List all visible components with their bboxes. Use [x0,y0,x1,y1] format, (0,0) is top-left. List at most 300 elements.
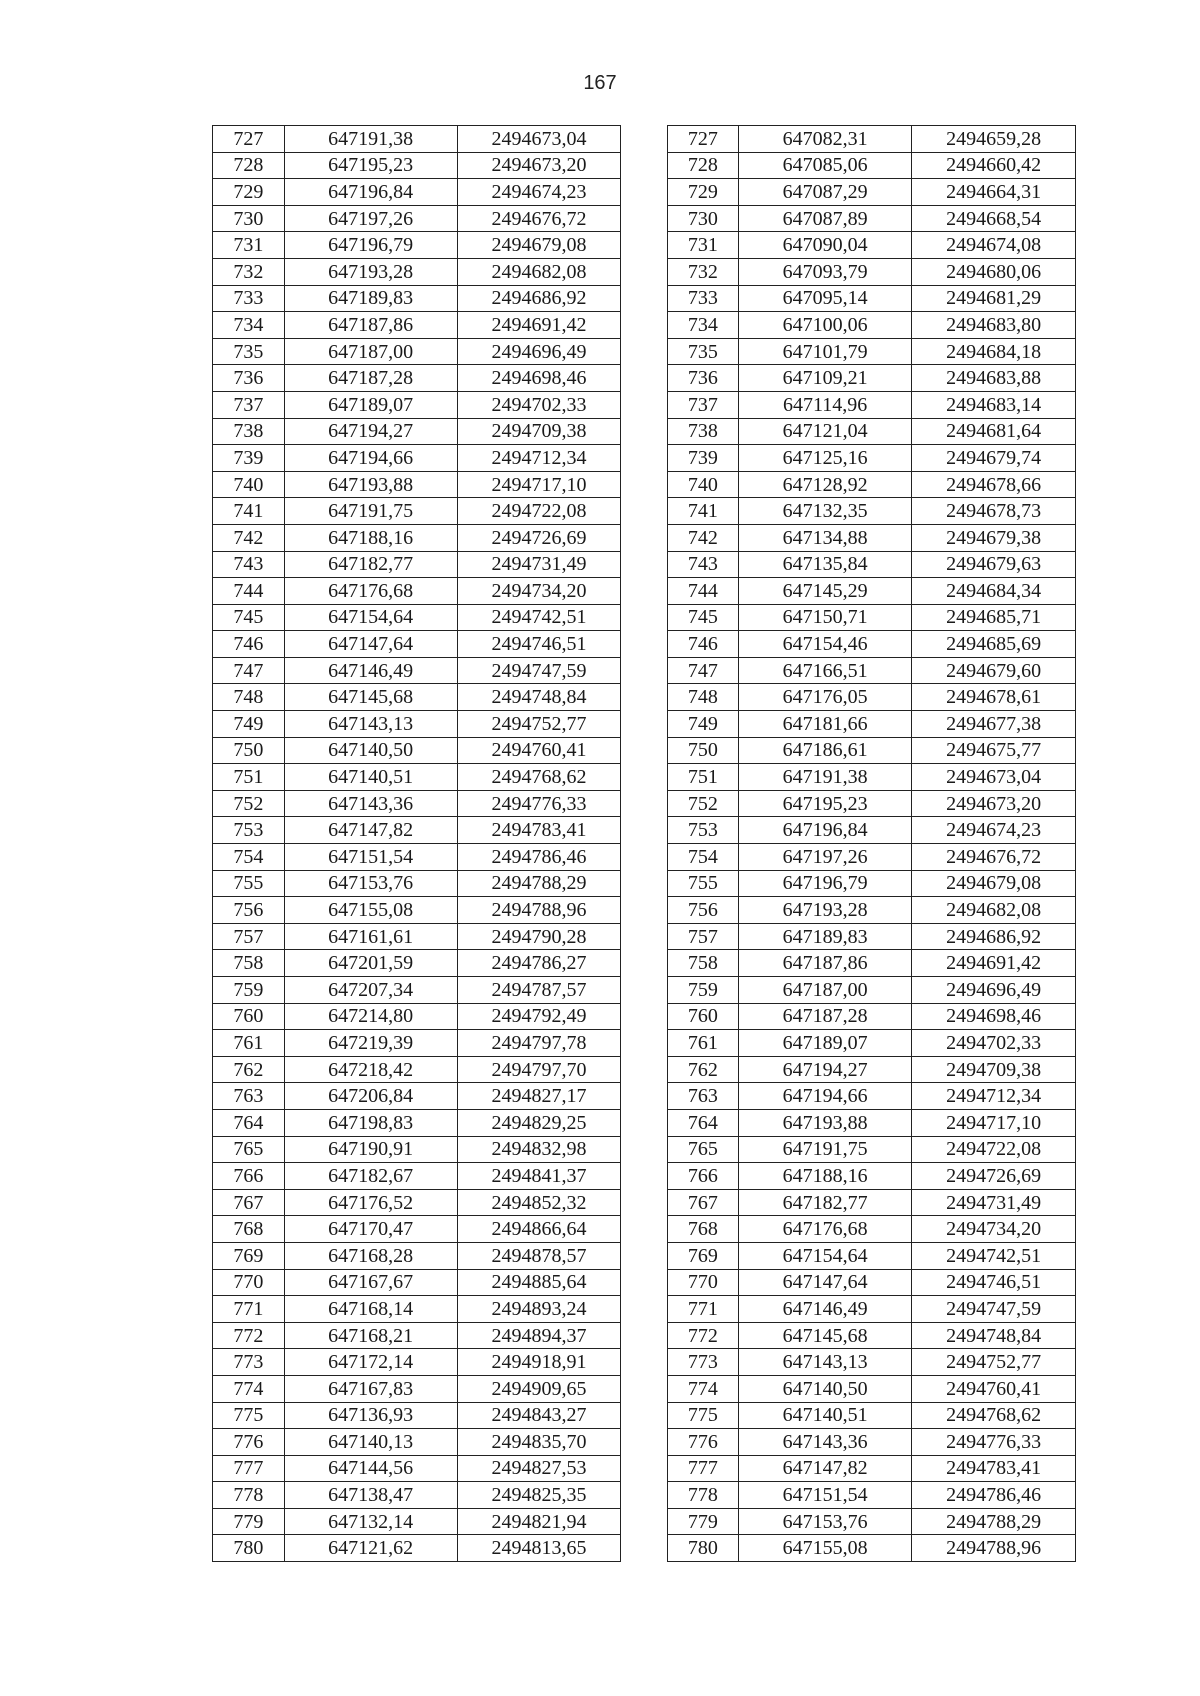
y-coordinate-right: 2494726,69 [912,1163,1076,1190]
y-coordinate-left: 2494679,08 [457,232,621,259]
y-coordinate-left: 2494768,62 [457,764,621,791]
column-gap [621,711,667,738]
point-number-right: 743 [667,551,739,578]
x-coordinate-left: 647187,28 [284,365,457,392]
point-number-right: 780 [667,1535,739,1562]
x-coordinate-right: 647153,76 [739,1508,912,1535]
point-number-left: 744 [213,578,285,605]
column-gap [621,1056,667,1083]
point-number-left: 747 [213,657,285,684]
x-coordinate-left: 647121,62 [284,1535,457,1562]
column-gap [621,1163,667,1190]
point-number-right: 742 [667,524,739,551]
point-number-right: 773 [667,1349,739,1376]
table-row [213,1535,1076,1562]
x-coordinate-left: 647145,68 [284,684,457,711]
point-number-right: 746 [667,631,739,658]
x-coordinate-left: 647214,80 [284,1003,457,1030]
point-number-left: 739 [213,445,285,472]
point-number-left: 733 [213,285,285,312]
x-coordinate-left: 647147,82 [284,817,457,844]
y-coordinate-right: 2494776,33 [912,1429,1076,1456]
x-coordinate-left: 647189,07 [284,391,457,418]
y-coordinate-right: 2494679,74 [912,445,1076,472]
point-number-left: 728 [213,152,285,179]
y-coordinate-right: 2494686,92 [912,923,1076,950]
table-row [213,1216,1076,1243]
x-coordinate-right: 647140,51 [739,1402,912,1429]
point-number-right: 771 [667,1296,739,1323]
y-coordinate-right: 2494683,14 [912,391,1076,418]
y-coordinate-left: 2494776,33 [457,790,621,817]
column-gap [621,1003,667,1030]
y-coordinate-left: 2494734,20 [457,578,621,605]
x-coordinate-right: 647150,71 [739,604,912,631]
y-coordinate-right: 2494678,66 [912,471,1076,498]
y-coordinate-left: 2494797,70 [457,1056,621,1083]
column-gap [621,471,667,498]
y-coordinate-left: 2494792,49 [457,1003,621,1030]
point-number-left: 734 [213,312,285,339]
point-number-right: 739 [667,445,739,472]
x-coordinate-right: 647146,49 [739,1296,912,1323]
y-coordinate-right: 2494684,18 [912,338,1076,365]
column-gap [621,1429,667,1456]
table-row [213,1189,1076,1216]
table-row [213,445,1076,472]
table-row [213,338,1076,365]
point-number-left: 767 [213,1189,285,1216]
x-coordinate-left: 647197,26 [284,205,457,232]
column-gap [621,1508,667,1535]
y-coordinate-right: 2494664,31 [912,179,1076,206]
point-number-right: 734 [667,312,739,339]
y-coordinate-left: 2494878,57 [457,1242,621,1269]
point-number-right: 759 [667,977,739,1004]
table-row [213,1003,1076,1030]
x-coordinate-right: 647143,13 [739,1349,912,1376]
column-gap [621,1349,667,1376]
x-coordinate-left: 647182,67 [284,1163,457,1190]
point-number-left: 735 [213,338,285,365]
point-number-right: 767 [667,1189,739,1216]
table-row [213,977,1076,1004]
column-gap [621,631,667,658]
x-coordinate-left: 647136,93 [284,1402,457,1429]
x-coordinate-right: 647189,83 [739,923,912,950]
point-number-left: 736 [213,365,285,392]
column-gap [621,1083,667,1110]
y-coordinate-right: 2494752,77 [912,1349,1076,1376]
column-gap [621,1402,667,1429]
page-number: 167 [583,72,617,94]
x-coordinate-right: 647187,28 [739,1003,912,1030]
x-coordinate-right: 647155,08 [739,1535,912,1562]
y-coordinate-right: 2494768,62 [912,1402,1076,1429]
table-row [213,1136,1076,1163]
y-coordinate-left: 2494832,98 [457,1136,621,1163]
table-row [213,471,1076,498]
x-coordinate-left: 647187,86 [284,312,457,339]
x-coordinate-right: 647114,96 [739,391,912,418]
table-row [213,258,1076,285]
y-coordinate-left: 2494893,24 [457,1296,621,1323]
point-number-right: 732 [667,258,739,285]
y-coordinate-left: 2494866,64 [457,1216,621,1243]
x-coordinate-left: 647194,66 [284,445,457,472]
x-coordinate-left: 647196,79 [284,232,457,259]
table-row [213,604,1076,631]
point-number-left: 731 [213,232,285,259]
y-coordinate-left: 2494748,84 [457,684,621,711]
y-coordinate-right: 2494681,29 [912,285,1076,312]
table-row [213,498,1076,525]
y-coordinate-right: 2494678,73 [912,498,1076,525]
coordinates-table [212,125,1076,1562]
x-coordinate-right: 647186,61 [739,737,912,764]
x-coordinate-left: 647146,49 [284,657,457,684]
x-coordinate-left: 647132,14 [284,1508,457,1535]
point-number-right: 769 [667,1242,739,1269]
point-number-right: 749 [667,711,739,738]
point-number-right: 762 [667,1056,739,1083]
x-coordinate-left: 647198,83 [284,1109,457,1136]
point-number-right: 766 [667,1163,739,1190]
column-gap [621,1109,667,1136]
table-row [213,285,1076,312]
x-coordinate-right: 647121,04 [739,418,912,445]
x-coordinate-right: 647134,88 [739,524,912,551]
y-coordinate-right: 2494675,77 [912,737,1076,764]
y-coordinate-left: 2494788,96 [457,897,621,924]
y-coordinate-left: 2494698,46 [457,365,621,392]
point-number-left: 777 [213,1455,285,1482]
x-coordinate-right: 647154,46 [739,631,912,658]
point-number-right: 741 [667,498,739,525]
table-row [213,1482,1076,1509]
point-number-left: 771 [213,1296,285,1323]
point-number-left: 749 [213,711,285,738]
point-number-left: 763 [213,1083,285,1110]
point-number-left: 769 [213,1242,285,1269]
column-gap [621,445,667,472]
table-row [213,764,1076,791]
column-gap [621,977,667,1004]
point-number-left: 758 [213,950,285,977]
x-coordinate-left: 647193,88 [284,471,457,498]
y-coordinate-left: 2494790,28 [457,923,621,950]
table-row [213,1455,1076,1482]
x-coordinate-left: 647154,64 [284,604,457,631]
column-gap [621,1535,667,1562]
point-number-right: 765 [667,1136,739,1163]
x-coordinate-left: 647153,76 [284,870,457,897]
x-coordinate-right: 647195,23 [739,790,912,817]
x-coordinate-right: 647125,16 [739,445,912,472]
x-coordinate-left: 647168,14 [284,1296,457,1323]
point-number-left: 750 [213,737,285,764]
table-row [213,1349,1076,1376]
x-coordinate-left: 647176,52 [284,1189,457,1216]
x-coordinate-right: 647145,68 [739,1322,912,1349]
x-coordinate-left: 647170,47 [284,1216,457,1243]
table-row [213,126,1076,153]
y-coordinate-right: 2494691,42 [912,950,1076,977]
point-number-right: 772 [667,1322,739,1349]
point-number-right: 737 [667,391,739,418]
y-coordinate-left: 2494894,37 [457,1322,621,1349]
x-coordinate-left: 647140,50 [284,737,457,764]
point-number-right: 761 [667,1030,739,1057]
y-coordinate-left: 2494691,42 [457,312,621,339]
point-number-right: 756 [667,897,739,924]
table-row [213,1375,1076,1402]
x-coordinate-left: 647167,67 [284,1269,457,1296]
point-number-right: 768 [667,1216,739,1243]
column-gap [621,923,667,950]
y-coordinate-left: 2494760,41 [457,737,621,764]
x-coordinate-right: 647194,27 [739,1056,912,1083]
table-row [213,1242,1076,1269]
y-coordinate-right: 2494677,38 [912,711,1076,738]
point-number-left: 742 [213,524,285,551]
x-coordinate-left: 647190,91 [284,1136,457,1163]
coordinates-table-body [213,126,1076,1562]
y-coordinate-right: 2494659,28 [912,126,1076,153]
point-number-left: 745 [213,604,285,631]
point-number-right: 778 [667,1482,739,1509]
x-coordinate-right: 647176,05 [739,684,912,711]
point-number-left: 729 [213,179,285,206]
point-number-right: 745 [667,604,739,631]
x-coordinate-right: 647191,38 [739,764,912,791]
y-coordinate-left: 2494717,10 [457,471,621,498]
column-gap [621,817,667,844]
point-number-right: 729 [667,179,739,206]
x-coordinate-left: 647143,13 [284,711,457,738]
y-coordinate-left: 2494909,65 [457,1375,621,1402]
x-coordinate-right: 647132,35 [739,498,912,525]
table-row [213,923,1076,950]
x-coordinate-left: 647194,27 [284,418,457,445]
point-number-left: 761 [213,1030,285,1057]
y-coordinate-left: 2494742,51 [457,604,621,631]
y-coordinate-right: 2494679,60 [912,657,1076,684]
point-number-right: 736 [667,365,739,392]
point-number-left: 765 [213,1136,285,1163]
x-coordinate-left: 647195,23 [284,152,457,179]
y-coordinate-left: 2494843,27 [457,1402,621,1429]
point-number-left: 770 [213,1269,285,1296]
point-number-left: 755 [213,870,285,897]
y-coordinate-right: 2494676,72 [912,844,1076,871]
x-coordinate-right: 647193,28 [739,897,912,924]
point-number-right: 775 [667,1402,739,1429]
x-coordinate-right: 647143,36 [739,1429,912,1456]
y-coordinate-right: 2494680,06 [912,258,1076,285]
point-number-right: 760 [667,1003,739,1030]
y-coordinate-right: 2494660,42 [912,152,1076,179]
point-number-left: 752 [213,790,285,817]
x-coordinate-left: 647207,34 [284,977,457,1004]
x-coordinate-right: 647087,89 [739,205,912,232]
column-gap [621,1269,667,1296]
y-coordinate-left: 2494702,33 [457,391,621,418]
column-gap [621,258,667,285]
table-row [213,365,1076,392]
table-row [213,870,1076,897]
y-coordinate-right: 2494696,49 [912,977,1076,1004]
point-number-right: 774 [667,1375,739,1402]
point-number-left: 760 [213,1003,285,1030]
point-number-left: 775 [213,1402,285,1429]
x-coordinate-right: 647087,29 [739,179,912,206]
x-coordinate-right: 647151,54 [739,1482,912,1509]
x-coordinate-left: 647193,28 [284,258,457,285]
y-coordinate-right: 2494748,84 [912,1322,1076,1349]
column-gap [621,1216,667,1243]
x-coordinate-left: 647176,68 [284,578,457,605]
point-number-right: 758 [667,950,739,977]
y-coordinate-left: 2494673,04 [457,126,621,153]
table-row [213,1083,1076,1110]
table-row [213,1429,1076,1456]
x-coordinate-left: 647172,14 [284,1349,457,1376]
y-coordinate-right: 2494731,49 [912,1189,1076,1216]
table-row [213,524,1076,551]
x-coordinate-right: 647187,86 [739,950,912,977]
x-coordinate-left: 647182,77 [284,551,457,578]
x-coordinate-right: 647188,16 [739,1163,912,1190]
column-gap [621,790,667,817]
column-gap [621,870,667,897]
y-coordinate-right: 2494746,51 [912,1269,1076,1296]
x-coordinate-left: 647168,21 [284,1322,457,1349]
point-number-left: 751 [213,764,285,791]
table-row [213,844,1076,871]
point-number-right: 763 [667,1083,739,1110]
column-gap [621,1482,667,1509]
table-row [213,950,1076,977]
x-coordinate-left: 647188,16 [284,524,457,551]
x-coordinate-right: 647093,79 [739,258,912,285]
x-coordinate-right: 647109,21 [739,365,912,392]
point-number-left: 740 [213,471,285,498]
y-coordinate-left: 2494747,59 [457,657,621,684]
table-row [213,1508,1076,1535]
y-coordinate-right: 2494673,20 [912,790,1076,817]
point-number-right: 777 [667,1455,739,1482]
y-coordinate-right: 2494668,54 [912,205,1076,232]
table-row [213,391,1076,418]
x-coordinate-right: 647090,04 [739,232,912,259]
column-gap [621,684,667,711]
x-coordinate-right: 647128,92 [739,471,912,498]
column-gap [621,578,667,605]
y-coordinate-right: 2494760,41 [912,1375,1076,1402]
x-coordinate-left: 647151,54 [284,844,457,871]
y-coordinate-left: 2494696,49 [457,338,621,365]
x-coordinate-left: 647167,83 [284,1375,457,1402]
table-row [213,631,1076,658]
column-gap [621,1189,667,1216]
x-coordinate-right: 647145,29 [739,578,912,605]
y-coordinate-left: 2494835,70 [457,1429,621,1456]
x-coordinate-right: 647095,14 [739,285,912,312]
point-number-left: 730 [213,205,285,232]
x-coordinate-left: 647189,83 [284,285,457,312]
table-row [213,551,1076,578]
x-coordinate-right: 647187,00 [739,977,912,1004]
x-coordinate-right: 647194,66 [739,1083,912,1110]
x-coordinate-right: 647191,75 [739,1136,912,1163]
y-coordinate-left: 2494709,38 [457,418,621,445]
x-coordinate-right: 647181,66 [739,711,912,738]
x-coordinate-right: 647154,64 [739,1242,912,1269]
y-coordinate-right: 2494734,20 [912,1216,1076,1243]
column-gap [621,205,667,232]
y-coordinate-left: 2494827,17 [457,1083,621,1110]
x-coordinate-left: 647168,28 [284,1242,457,1269]
column-gap [621,1242,667,1269]
y-coordinate-right: 2494683,88 [912,365,1076,392]
point-number-left: 754 [213,844,285,871]
point-number-right: 735 [667,338,739,365]
point-number-left: 762 [213,1056,285,1083]
point-number-right: 750 [667,737,739,764]
table-row [213,1030,1076,1057]
column-gap [621,897,667,924]
column-gap [621,657,667,684]
point-number-right: 757 [667,923,739,950]
point-number-right: 770 [667,1269,739,1296]
x-coordinate-left: 647140,51 [284,764,457,791]
table-row [213,232,1076,259]
y-coordinate-left: 2494825,35 [457,1482,621,1509]
table-row [213,179,1076,206]
column-gap [621,524,667,551]
table-row [213,1296,1076,1323]
point-number-right: 753 [667,817,739,844]
point-number-left: 780 [213,1535,285,1562]
column-gap [621,551,667,578]
column-gap [621,1030,667,1057]
y-coordinate-right: 2494679,08 [912,870,1076,897]
y-coordinate-right: 2494679,63 [912,551,1076,578]
table-row [213,817,1076,844]
y-coordinate-left: 2494712,34 [457,445,621,472]
y-coordinate-right: 2494788,96 [912,1535,1076,1562]
table-row [213,1163,1076,1190]
column-gap [621,179,667,206]
point-number-right: 733 [667,285,739,312]
y-coordinate-right: 2494683,80 [912,312,1076,339]
point-number-right: 764 [667,1109,739,1136]
table-row [213,152,1076,179]
y-coordinate-right: 2494709,38 [912,1056,1076,1083]
x-coordinate-left: 647206,84 [284,1083,457,1110]
x-coordinate-right: 647082,31 [739,126,912,153]
table-row [213,1322,1076,1349]
y-coordinate-left: 2494674,23 [457,179,621,206]
point-number-right: 755 [667,870,739,897]
point-number-left: 776 [213,1429,285,1456]
x-coordinate-left: 647191,38 [284,126,457,153]
y-coordinate-right: 2494788,29 [912,1508,1076,1535]
point-number-right: 779 [667,1508,739,1535]
x-coordinate-left: 647187,00 [284,338,457,365]
y-coordinate-left: 2494918,91 [457,1349,621,1376]
